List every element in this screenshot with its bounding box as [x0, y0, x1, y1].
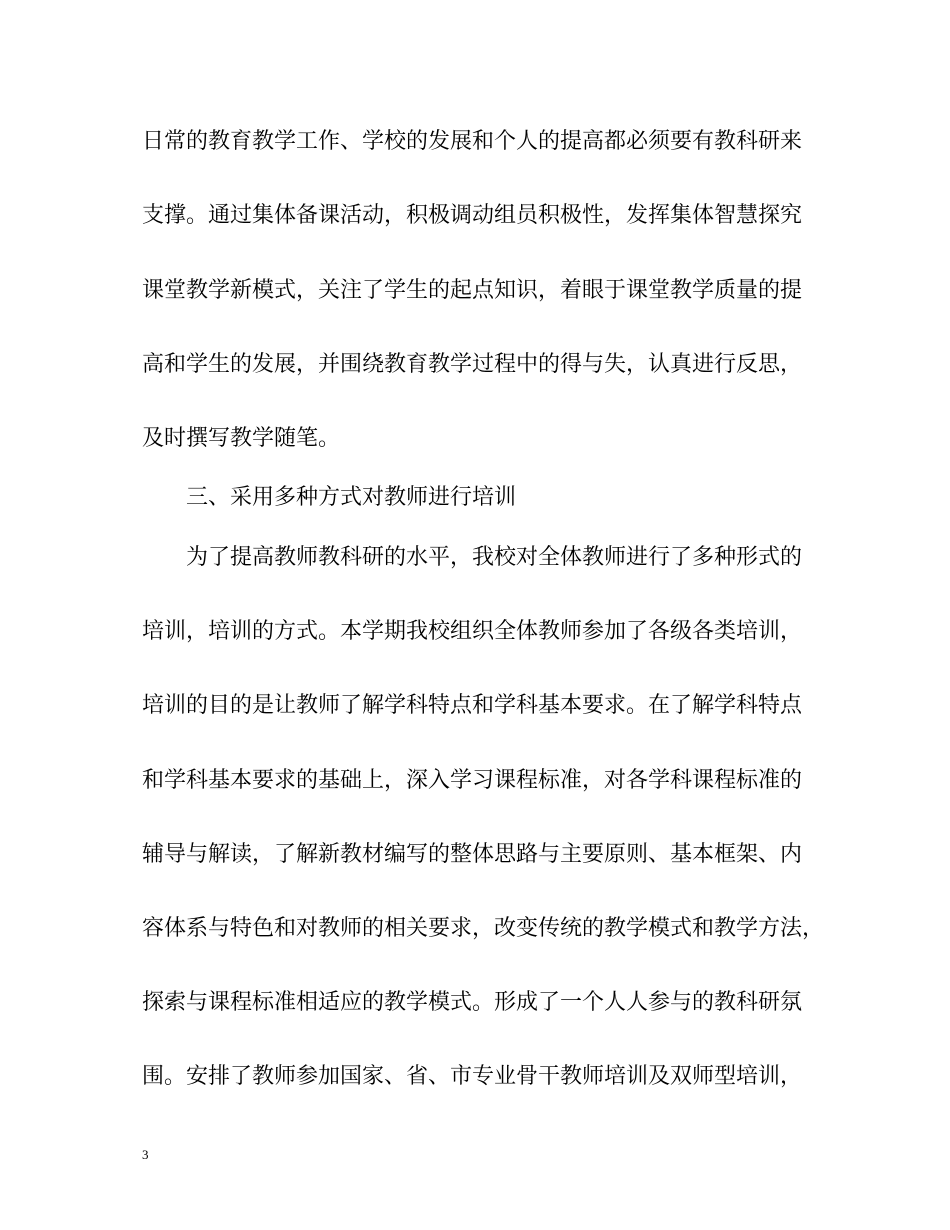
paragraph-line: 为了提高教师教科研的水平，我校对全体教师进行了多种形式的 [186, 545, 803, 570]
paragraph-line: 支撑。通过集体备课活动，积极调动组员积极性，发挥集体智慧探究 [142, 203, 803, 228]
page-number: 3 [142, 1147, 149, 1162]
paragraph-line: 及时撰写教学随笔。 [142, 426, 341, 451]
paragraph-line: 探索与课程标准相适应的教学模式。形成了一个人人参与的教科研氛 [142, 990, 803, 1015]
paragraph-line: 日常的教育教学工作、学校的发展和个人的提高都必须要有教科研来 [142, 129, 803, 154]
paragraph-line: 高和学生的发展，并围绕教育教学过程中的得与失，认真进行反思， [142, 352, 803, 377]
paragraph-line: 培训的目的是让教师了解学科特点和学科基本要求。在了解学科特点 [142, 693, 803, 718]
paragraph-line: 培训，培训的方式。本学期我校组织全体教师参加了各级各类培训， [142, 619, 803, 644]
paragraph-line: 辅导与解读，了解新教材编写的整体思路与主要原则、基本框架、内 [142, 842, 803, 867]
section-heading: 三、采用多种方式对教师进行培训 [186, 485, 517, 510]
paragraph-line: 容体系与特色和对教师的相关要求，改变传统的教学模式和教学方法， [142, 916, 825, 941]
paragraph-line: 围。安排了教师参加国家、省、市专业骨干教师培训及双师型培训， [142, 1064, 803, 1089]
paragraph-line: 和学科基本要求的基础上，深入学习课程标准，对各学科课程标准的 [142, 768, 803, 793]
paragraph-line: 课堂教学新模式，关注了学生的起点知识，着眼于课堂教学质量的提 [142, 278, 803, 303]
